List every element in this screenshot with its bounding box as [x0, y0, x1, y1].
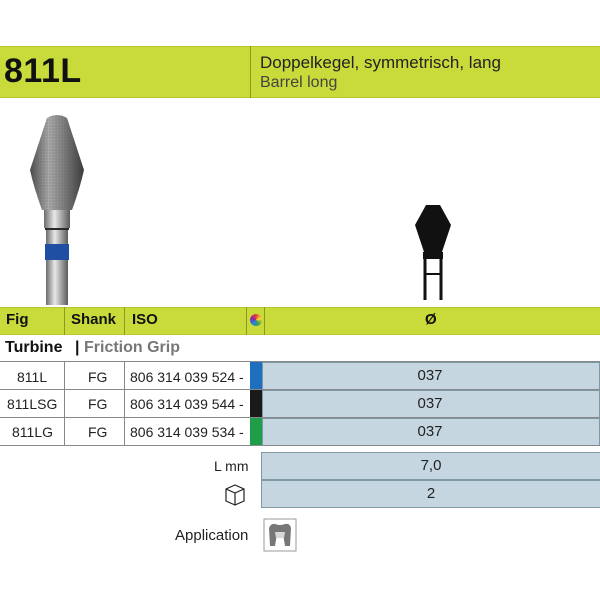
product-code: 811L: [4, 52, 82, 90]
color-wheel-icon: [250, 314, 262, 326]
row-fig: 811LG: [12, 424, 53, 440]
tooth-crown-icon: [263, 518, 297, 552]
column-fig: Fig: [6, 311, 29, 328]
row-color-swatch: [250, 362, 262, 389]
header-divider: [250, 46, 251, 98]
column-shank: Shank: [71, 311, 117, 328]
bur-photo: [22, 110, 92, 305]
description-english: Barrel long: [260, 74, 338, 91]
column-iso: ISO: [132, 311, 158, 328]
bur-silhouette: [408, 200, 458, 302]
column-divider: [264, 307, 265, 335]
length-value: 7,0: [420, 457, 442, 474]
group-friction-grip-label: Friction Grip: [84, 339, 180, 356]
box-icon: [222, 480, 248, 506]
row-iso: 806 314 039 534 -: [130, 424, 244, 440]
column-divider: [64, 307, 65, 335]
row-diameter: 037: [417, 423, 443, 440]
column-divider: [124, 362, 125, 445]
description-german: Doppelkegel, symmetrisch, lang: [260, 53, 501, 72]
row-fig: 811L: [17, 369, 48, 385]
application-label: Application: [175, 527, 249, 544]
row-diameter: 037: [417, 395, 443, 412]
row-diameter: 037: [417, 367, 443, 384]
row-shank: FG: [88, 424, 108, 440]
group-turbine-label: Turbine: [5, 339, 63, 356]
length-label: L mm: [214, 458, 249, 474]
row-color-swatch: [250, 390, 262, 417]
column-diameter: Ø: [425, 311, 437, 328]
column-divider: [246, 307, 247, 335]
row-shank: FG: [88, 369, 108, 385]
column-divider: [64, 362, 65, 445]
row-iso: 806 314 039 524 -: [130, 369, 244, 385]
row-divider: [0, 445, 600, 446]
row-fig: 811LSG: [7, 396, 58, 412]
package-value: 2: [426, 485, 436, 502]
row-color-swatch: [250, 418, 262, 445]
column-divider: [124, 307, 125, 335]
row-iso: 806 314 039 544 -: [130, 396, 244, 412]
group-separator: |: [75, 339, 80, 356]
row-shank: FG: [88, 396, 108, 412]
